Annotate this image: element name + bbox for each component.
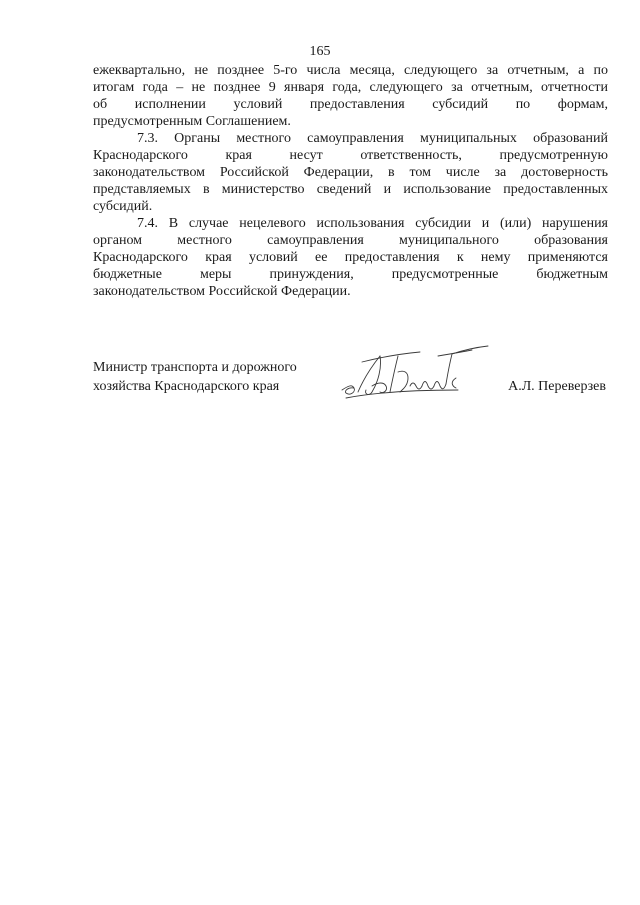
paragraph-reporting — [93, 62, 608, 130]
text-line: итогам года – не позднее 9 января года, следующего за отчетным, отчетности — [93, 80, 608, 95]
text-line: Краснодарского края условий ее предоставления к нему применяются — [93, 250, 608, 265]
text-line: Краснодарского края несут ответственность, предусмотренную — [93, 148, 608, 163]
text-line: бюджетные меры принуждения, предусмотренные бюджетным — [93, 267, 608, 282]
text-line: предусмотренным Соглашением. — [93, 114, 291, 129]
text-line: ежеквартально, не позднее 5-го числа месяца, следующего за отчетным, а по — [93, 63, 608, 78]
paragraph-7-3 — [93, 130, 608, 215]
text-line: законодательством Российской Федерации. — [93, 284, 351, 299]
text-line: представляемых в министерство сведений и использование предоставленных — [93, 182, 608, 197]
signature-block — [93, 358, 608, 408]
signatory-name: А.Л. Переверзев — [508, 379, 606, 394]
text-line: органом местного самоуправления муниципального образования — [93, 233, 608, 248]
text-line: законодательством Российской Федерации, в том числе за достоверность — [93, 165, 608, 180]
signatory-position — [93, 358, 297, 396]
text-line: об исполнении условий предоставления субсидий по формам, — [93, 97, 608, 112]
text-line: субсидий. — [93, 199, 153, 214]
signatory-position-line: Министр транспорта и дорожного — [93, 360, 297, 375]
signatory-position-line: хозяйства Краснодарского края — [93, 379, 280, 394]
handwritten-signature-icon — [338, 342, 508, 402]
page-number: 165 — [309, 44, 331, 59]
text-line: 7.4. В случае нецелевого использования субсидии и (или) нарушения — [137, 216, 608, 231]
document-body — [93, 62, 608, 300]
paragraph-7-4 — [93, 215, 608, 300]
text-line: 7.3. Органы местного самоуправления муниципальных образований — [137, 131, 608, 146]
